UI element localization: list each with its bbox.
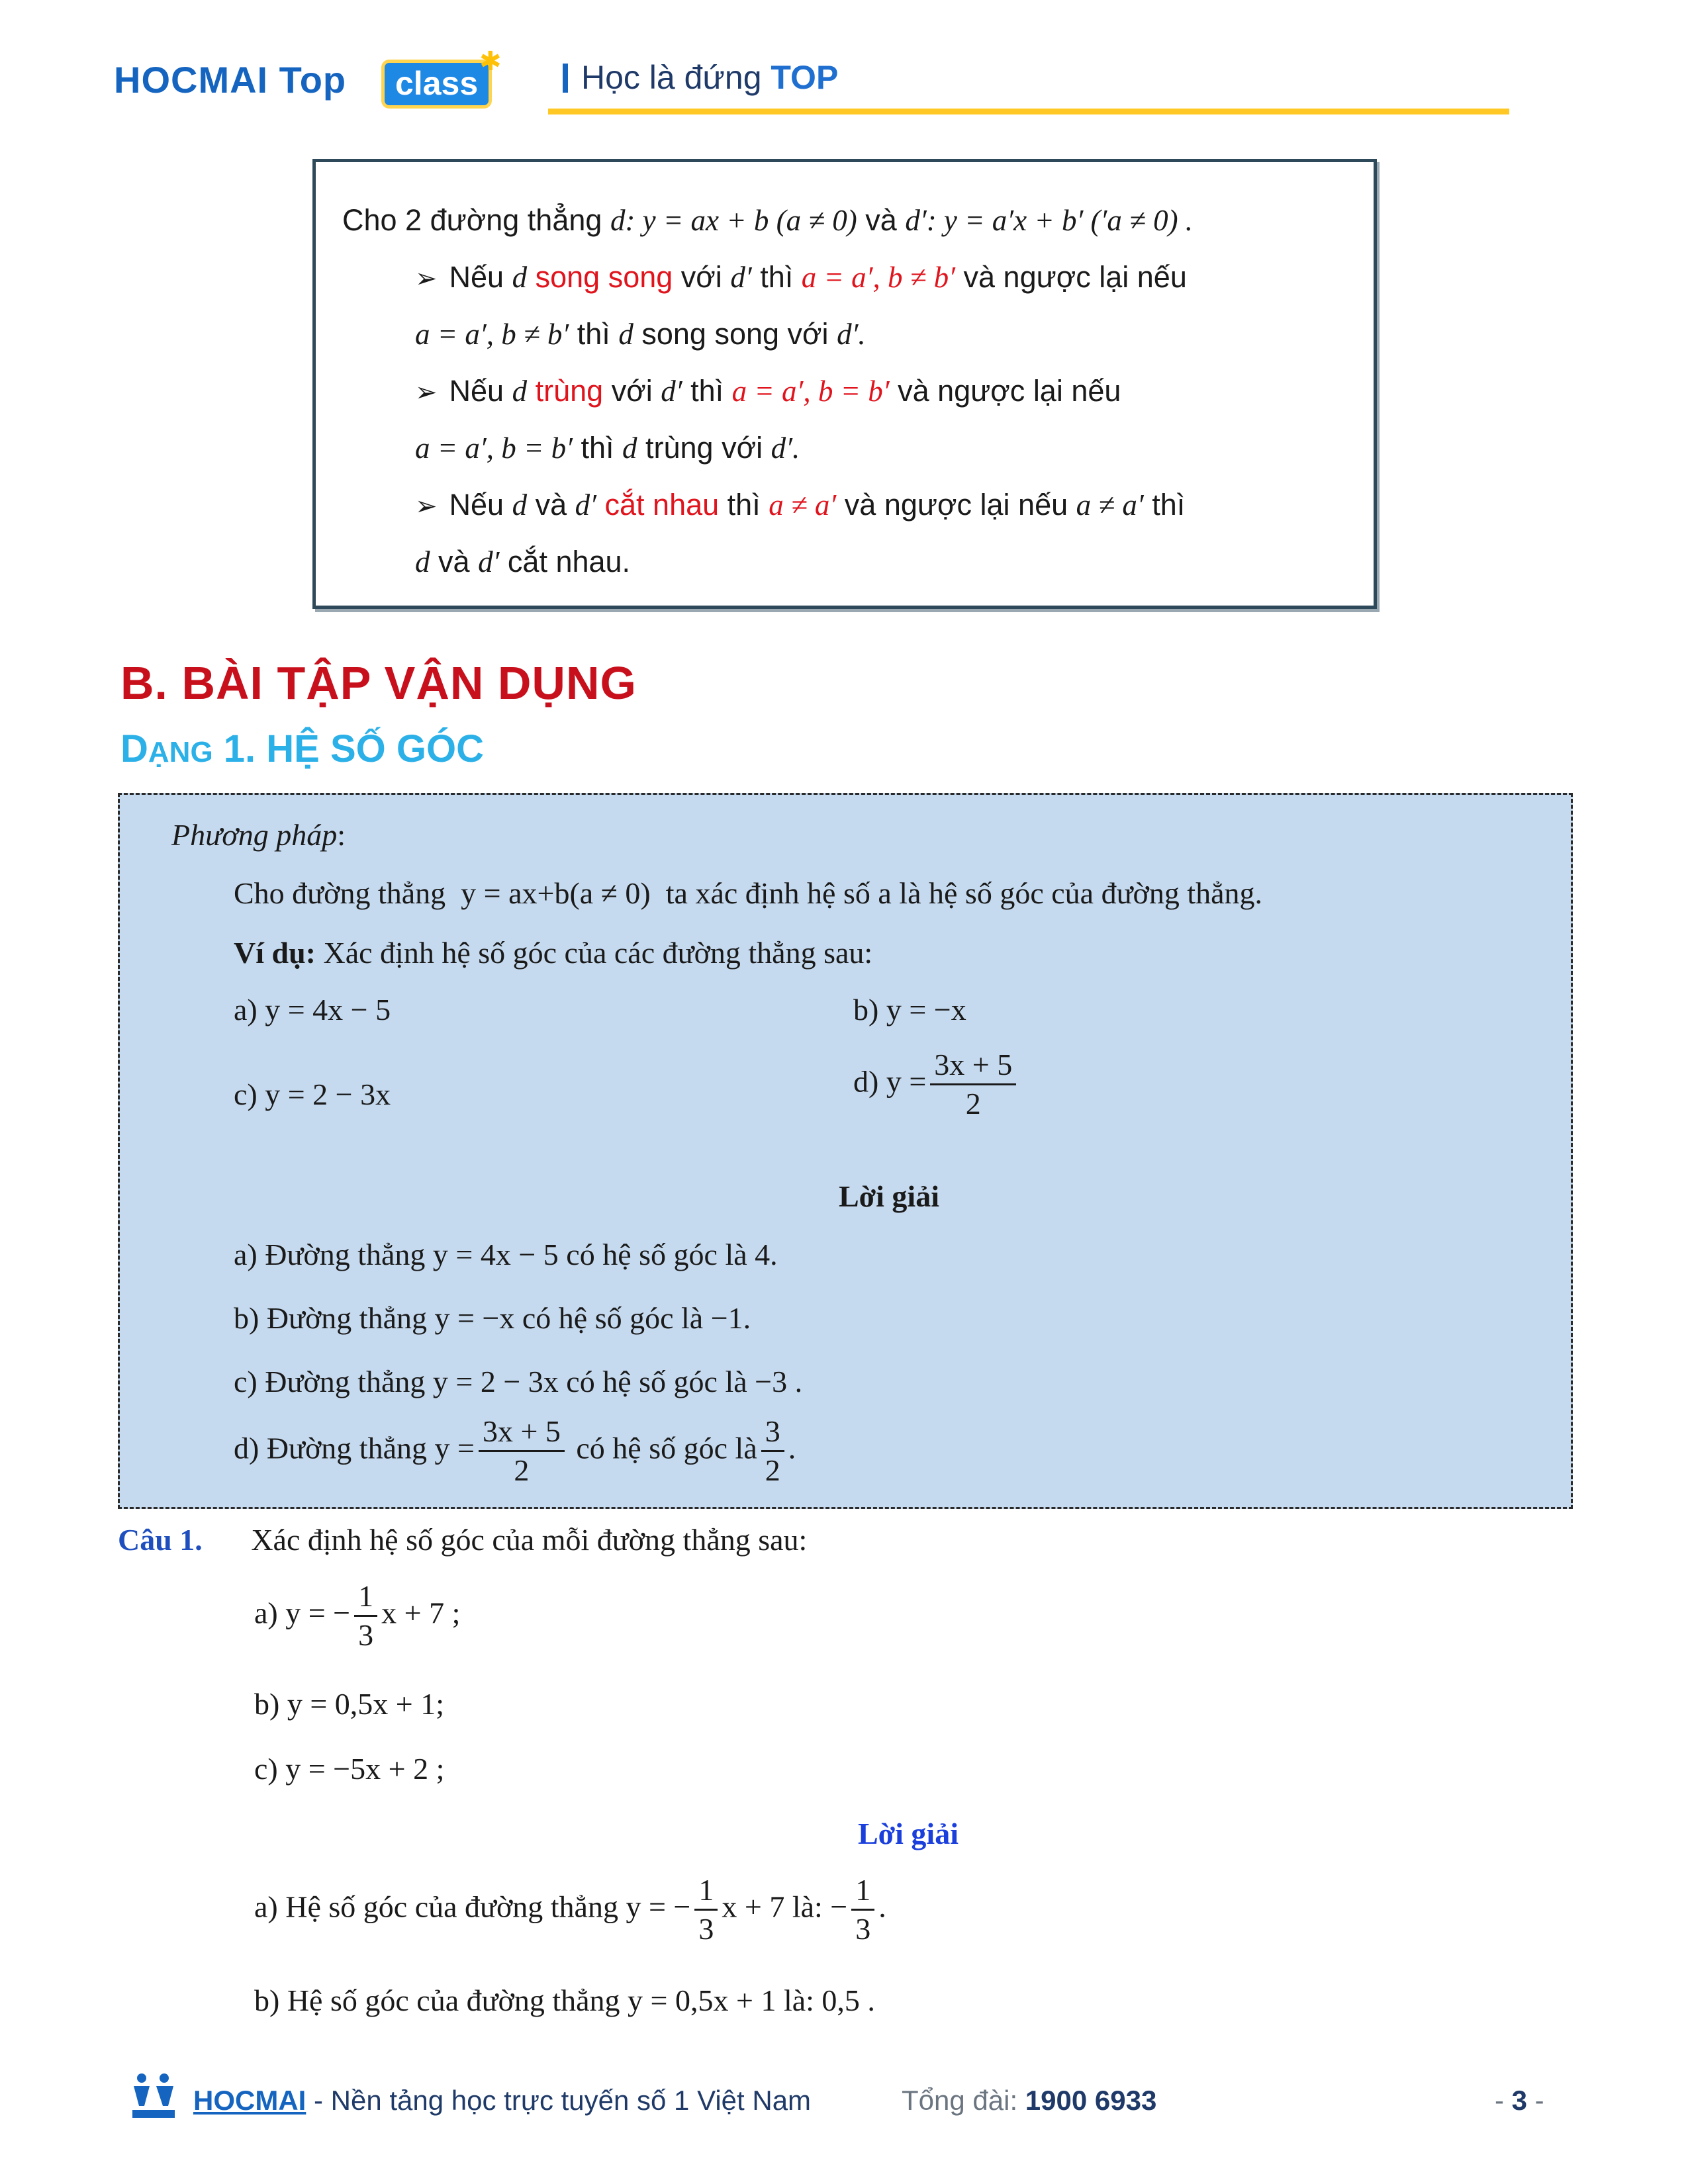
question-item-c: c) y = −5x + 2 ; (254, 1752, 445, 1786)
theory-box (312, 159, 1377, 609)
question-label: Câu 1. (118, 1523, 203, 1557)
method-description: Cho đường thẳng y = ax+b(a ≠ 0) ta xác định hệ số a là hệ số góc của đường thẳng. (234, 876, 1263, 910)
theory-bullet-parallel-cont: a = a′, b ≠ b′ thì d song song với d′. (415, 317, 866, 351)
hocmai-logo-icon (130, 2071, 177, 2122)
theory-bullet-coincide: ➢ Nếu d trùng với d′ thì a = a′, b = b′ và ngược lại nếu (415, 374, 1121, 408)
theory-bullet-parallel: ➢ Nếu d song song với d′ thì a = a′, b ≠ b′ và ngược lại nếu (415, 260, 1187, 294)
question-solution-b: b) Hệ số góc của đường thẳng y = 0,5x + 1 là: 0,5 . (254, 1983, 875, 2017)
logo-text: HOCMAI Top (114, 59, 347, 101)
method-box (118, 793, 1573, 1509)
header-rule (548, 109, 1509, 114)
example-b: b) y = −x (853, 993, 966, 1026)
tagline: Học là đứng TOP (581, 59, 839, 96)
section-title: B. BÀI TẬP VẬN DỤNG (120, 657, 637, 709)
arrow-bullet-icon: ➢ (415, 378, 438, 407)
question-heading: Câu 1. Xác định hệ số góc của mỗi đường thẳng sau: (118, 1523, 808, 1557)
question-item-a: a) y = − $\frac{1}{3}$ x + 7 ; (254, 1579, 461, 1653)
arrow-bullet-icon: ➢ (415, 492, 438, 521)
solution-a: a) Đường thẳng y = 4x − 5 có hệ số góc là 4. (234, 1238, 778, 1271)
page-number: - 3 - (1495, 2085, 1544, 2116)
footer-brand-link[interactable]: HOCMAI (193, 2085, 306, 2116)
question-solution-title: Lời giải (858, 1817, 959, 1850)
theory-bullet-intersect: ➢ Nếu d và d′ cắt nhau thì a ≠ a′ và ngược lại nếu a ≠ a′ thì (415, 488, 1186, 522)
question-item-b: b) y = 0,5x + 1; (254, 1687, 444, 1721)
example-d: d) y = $\frac{3x + 5}{2}$ (853, 1049, 1020, 1120)
theory-bullet-coincide-cont: a = a′, b = b′ thì d trùng với d′. (415, 431, 800, 465)
example-heading: Ví dụ: Xác định hệ số góc của các đường thẳng sau: (234, 936, 873, 970)
example-a: a) y = 4x − 5 (234, 993, 391, 1026)
arrow-bullet-icon: ➢ (415, 264, 438, 293)
theory-bullet-intersect-cont: d và d′ cắt nhau. (415, 545, 631, 578)
question-solution-a: a) Hệ số góc của đường thẳng y = − $\frac{1}{3}$ x + 7 là: − $\frac{1}{3}$ . (254, 1873, 886, 1946)
solution-c: c) Đường thẳng y = 2 − 3x có hệ số góc là −3 . (234, 1365, 803, 1398)
tagline-divider (563, 64, 568, 93)
footer-phone: Tổng đài: 1900 6933 (902, 2085, 1157, 2116)
logo-star-icon: ✱ (479, 47, 502, 76)
logo-class-badge: class (381, 60, 492, 109)
solution-b: b) Đường thẳng y = −x có hệ số góc là −1. (234, 1301, 751, 1335)
solution-d: d) Đường thẳng y = $\frac{3x + 5}{2}$ có hệ số góc là $\frac{3}{2}$ . (234, 1414, 796, 1488)
form-title: DẠNG 1. HỆ SỐ GÓC (120, 727, 484, 770)
method-solution-title: Lời giải (839, 1179, 939, 1213)
theory-intro: Cho 2 đường thẳng d: y = ax + b (a ≠ 0) và d′: y = a′x + b′ (′a ≠ 0) . (342, 203, 1194, 237)
method-label: Phương pháp: (171, 818, 346, 852)
footer-slogan: HOCMAI - Nền tảng học trực tuyến số 1 Việt Nam (193, 2085, 812, 2116)
example-c: c) y = 2 − 3x (234, 1077, 391, 1111)
